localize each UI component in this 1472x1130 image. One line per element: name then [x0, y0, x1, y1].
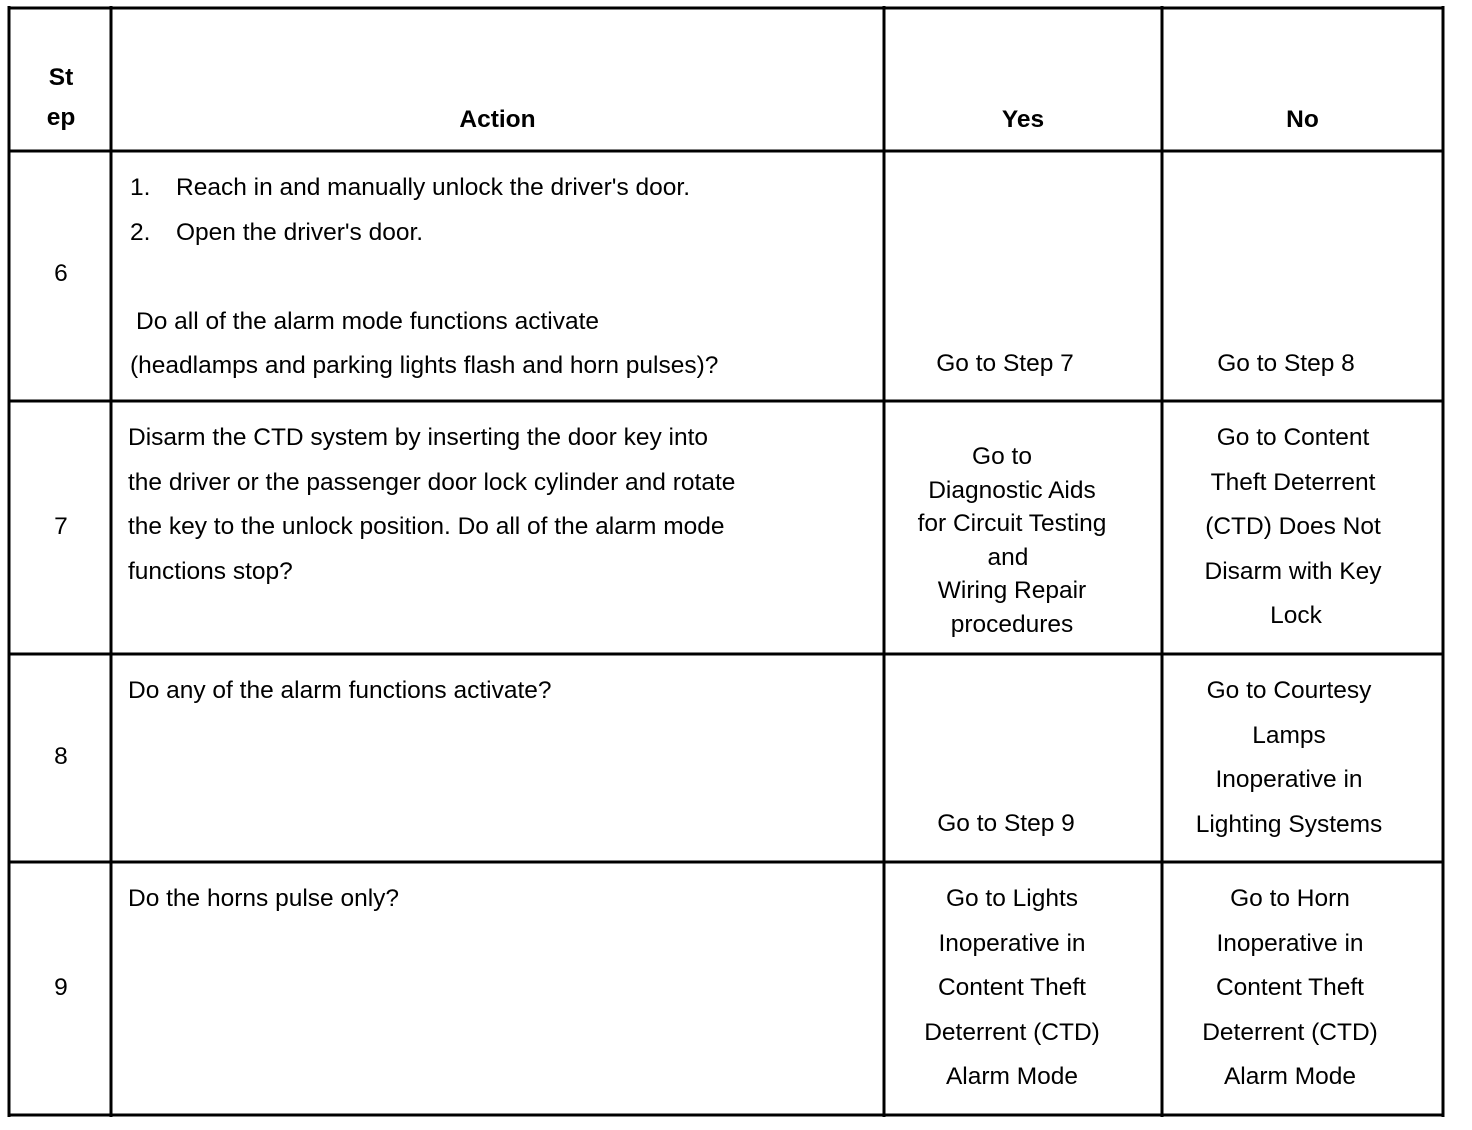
no-line: Disarm with Key — [1204, 557, 1382, 585]
action-line: Do any of the alarm functions activate? — [128, 677, 552, 704]
action-cell — [128, 877, 878, 922]
yes-cell — [884, 440, 1140, 641]
yes-line: for Circuit Testing — [917, 510, 1107, 537]
header-yes: Yes — [1001, 106, 1045, 133]
list-number: 2. — [130, 218, 151, 246]
header-no: No — [1286, 106, 1319, 133]
no-line: Deterrent (CTD) — [1202, 1018, 1378, 1046]
spacer — [130, 255, 870, 300]
list-item — [130, 166, 870, 211]
no-line: Lock — [1270, 602, 1322, 629]
no-line: Content Theft — [1215, 974, 1364, 1001]
action-cell — [130, 166, 870, 389]
yes-line: Deterrent (CTD) — [924, 1018, 1100, 1046]
no-line: Lighting Systems — [1195, 810, 1383, 838]
action-line: Do the horns pulse only? — [128, 885, 400, 912]
action-cell — [128, 669, 878, 714]
action-line: the driver or the passenger door lock cylinder and rotate — [128, 468, 736, 496]
yes-line: Alarm Mode — [945, 1063, 1079, 1090]
no-line: Go to Horn — [1230, 885, 1350, 912]
yes-line: procedures — [950, 610, 1074, 638]
no-cell — [1162, 416, 1424, 639]
action-line: (headlamps and parking lights flash and horn pulses)? — [130, 352, 719, 379]
no-line: Lamps — [1252, 721, 1326, 749]
no-cell — [1162, 669, 1416, 847]
header-step-line: St — [48, 64, 74, 91]
action-line: the key to the unlock position. Do all of the alarm mode — [128, 513, 725, 540]
yes-line: Inoperative in — [938, 929, 1086, 957]
no-cell: Go to Step 8 — [1217, 350, 1355, 377]
yes-line: Go to — [972, 443, 1032, 470]
yes-cell — [884, 877, 1140, 1100]
yes-line: Wiring Repair — [937, 577, 1087, 604]
step-number: 8 — [54, 743, 68, 770]
list-item — [130, 211, 870, 256]
action-line: Do all of the alarm mode functions activate — [136, 307, 600, 335]
no-cell — [1162, 877, 1418, 1100]
step-number: 9 — [54, 974, 68, 1001]
yes-line: Go to Lights — [945, 885, 1079, 912]
header-step — [11, 58, 111, 138]
no-line: (CTD) Does Not — [1205, 513, 1381, 540]
header-action: Action — [459, 106, 536, 133]
yes-line: Content Theft — [937, 974, 1086, 1001]
list-number: 1. — [130, 174, 151, 201]
header-step-line: ep — [46, 104, 76, 131]
yes-cell: Go to Step 7 — [936, 350, 1074, 377]
no-line: Theft Deterrent — [1210, 468, 1376, 496]
step-number: 7 — [54, 513, 68, 540]
action-cell — [128, 416, 878, 594]
no-line: Go to Content — [1216, 424, 1370, 451]
step-number: 6 — [54, 260, 68, 287]
no-line: Inoperative in — [1216, 929, 1364, 957]
yes-line: Diagnostic Aids — [928, 476, 1096, 504]
yes-line: and — [987, 543, 1029, 571]
no-line: Alarm Mode — [1223, 1063, 1357, 1090]
list-item-text: Reach in and manually unlock the driver's door. — [176, 174, 691, 201]
action-line: Disarm the CTD system by inserting the door key into — [128, 424, 709, 451]
action-line: functions stop? — [128, 557, 293, 585]
no-line: Inoperative in — [1215, 766, 1363, 793]
list-item-text: Open the driver's door. — [176, 218, 424, 246]
no-line: Go to Courtesy — [1206, 677, 1372, 704]
yes-cell: Go to Step 9 — [937, 810, 1075, 837]
